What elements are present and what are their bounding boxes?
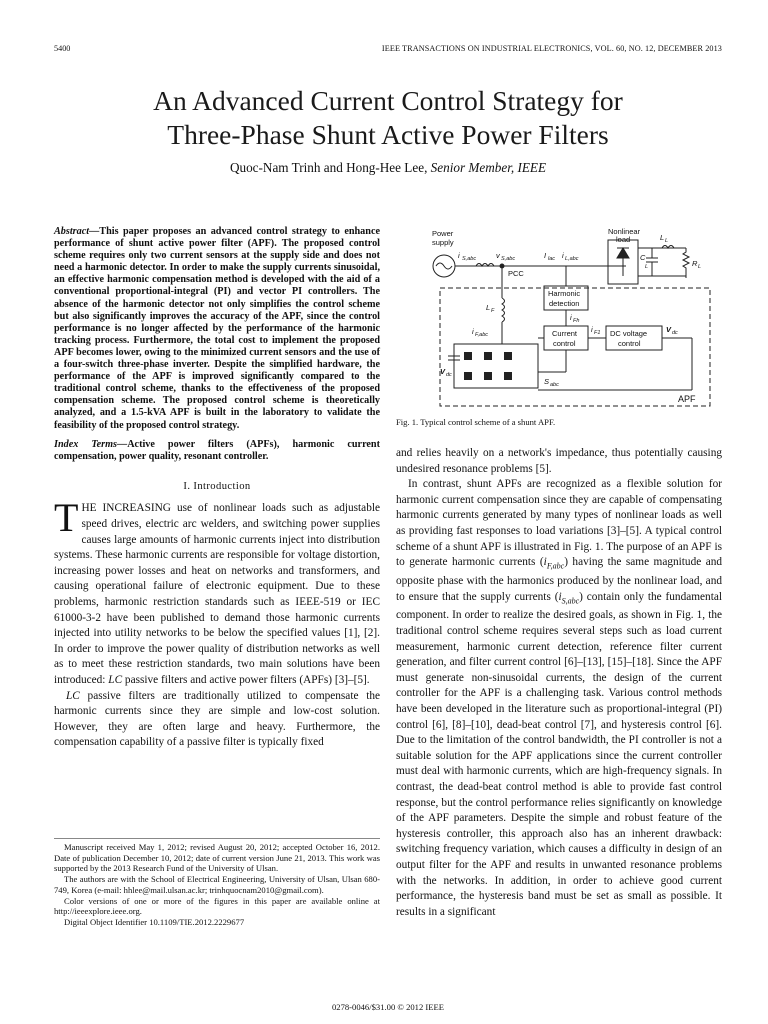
label-sabc-sub: abc [550, 382, 559, 388]
right-text-c: ) contain only the fundamental component. In order to realize the desired goals, as shown in Fig. 1, the traditional control scheme requires several steps such as load current measurement, harmonic current detection, reference filter current generation, and filter current control [6]–[13], [15]–[18]. Since the APF must generate non-sinusoidal currents, the design of the current controller for the APF is a challenging task. Various control methods have been developed in the literature such as proportional-integral (PI) control [6], [8]–[10], dead-beat control [7], and hysteresis control [6]. Due to the limitation of the control bandwidth, the PI controller is not a suitable solution for the APF applications since the current controller must deal with harmonic currents, which are high-frequency signals. In contrast, the dead-beat control method is able to provide fast control response, but the control performance relies significantly on knowledge of the APF parameters. Despite the simple and robust feature of the hysteresis controller, this approach also has an inherent drawback: switching frequency variation, which causes a difficulty in design of an output filter for the APF and results in unwanted resonance problems with the networks. In addition, in order to achieve good current performance, the hysteresis band must be set as small as possible. It results in a significant [396, 590, 722, 918]
intro-text-c: passive filters are traditionally utilized to compensate the harmonic currents since they are simple and low-cost solution. However, they are often large and heavy. Furthermore, the compensation capability of a passive filter is typically fixed [54, 689, 380, 749]
footnote-color: Color versions of one or more of the figures in this paper are available online at http://ieeexplore.ieee.org. [54, 895, 380, 917]
label-power-supply-1: Power [432, 229, 454, 238]
author-role: Senior Member, IEEE [430, 160, 547, 175]
apf-schematic [396, 226, 722, 412]
index-terms [54, 439, 380, 463]
diode-icon [617, 248, 629, 258]
math-is-sub: S,abc [561, 595, 580, 605]
intro-text-b: passive filters and active power filters (APFs) [3]–[5]. [122, 673, 370, 686]
index-terms-text: Active power filters (APFs), harmonic current compensation, power quality, resonant controller. [54, 438, 380, 462]
label-harmonic-1: Harmonic [548, 289, 581, 298]
math-lc-2: LC [66, 689, 80, 702]
switch-6 [504, 372, 512, 380]
drop-cap: T [54, 495, 79, 541]
title-line-2: Three-Phase Shunt Active Power Filters [167, 119, 609, 150]
label-nonlinear-2: load [616, 235, 631, 244]
label-cl: C [640, 253, 646, 262]
label-ifh: i [570, 313, 572, 322]
footnote-affiliation: The authors are with the School of Electrical Engineering, University of Ulsan, Ulsan 680-749, Korea (e-mail: hhlee@mail.ulsan.ac.kr; trinhquocnam2010@gmail.com). [54, 874, 380, 895]
filter-inductor-icon [502, 298, 505, 322]
label-apf: APF [678, 394, 696, 404]
abstract-text: This paper proposes an advanced control strategy to enhance performance of shunt active power filter (APF). The proposed control scheme requires only two current sensors at the supply side and does not need a harmonic detector. In order to make the supply currents sinusoidal, an effective harmonic compensation method is developed with the aid of a conventional proportional-integral (PI) and vector PI controllers. The absence of the harmonic detector not only simplifies the control scheme but also significantly improves the accuracy of the APF, since the control performance is no longer affected by the performance of the harmonic tracking process. Furthermore, the total cost to implement the proposed APF becomes lower, owing to the minimized current sensors and the use of a four-switch three-phase inverter. Despite the simplified hardware, the performance of the APF is improved significantly compared to the traditional control scheme, thanks to the effectiveness of the proposed compensation scheme. The proposed control scheme is theoretically analyzed, and a 1.5-kVA APF is built in the laboratory to validate the feasibility of the proposed control strategy. [54, 226, 380, 431]
abstract-lead: Abstract— [54, 226, 100, 237]
footnote-doi: Digital Object Identifier 10.1109/TIE.2012.2229677 [64, 916, 245, 927]
label-vdc-left: V [440, 367, 446, 376]
intro-paragraph-1 [54, 495, 380, 688]
intro-paragraph-2 [54, 689, 380, 751]
section-heading-introduction: I. Introduction [183, 480, 251, 492]
inverter-block [454, 344, 538, 388]
switch-2 [484, 352, 492, 360]
right-paragraph-1: and relies heavily on a network's impedance, thus potentially causing undesired resonance problems [5]. [396, 447, 722, 475]
label-rl: R [692, 259, 698, 268]
math-if: i [543, 556, 547, 569]
author-names: Quoc-Nam Trinh and Hong-Hee Lee, [229, 160, 428, 175]
switch-4 [464, 372, 472, 380]
switch-3 [504, 352, 512, 360]
label-if1-sub: F1 [594, 330, 601, 336]
resistor-icon [683, 248, 689, 278]
author-line [54, 160, 722, 176]
journal-name: IEEE TRANSACTIONS ON INDUSTRIAL ELECTRONICS, VOL. 60, NO. 12, DECEMBER 2013 [381, 44, 722, 53]
label-is-sub: S,abc [462, 256, 477, 262]
footnote-manuscript: Manuscript received May 1, 2012; revised August 20, 2012; accepted October 16, 2012. Date of publication December 10, 2012; date of current version June 21, 2013. This work was supported by the 2013 Research Fund of the University of Ulsan. [54, 842, 380, 874]
label-vdc-right: V [666, 325, 672, 334]
sine-wave-icon [436, 263, 452, 269]
running-header [54, 44, 722, 58]
label-vs: v [496, 251, 500, 260]
label-dcv-1: DC voltage [610, 329, 648, 338]
label-vdc-right-sub: dc [672, 330, 678, 336]
label-rl-sub: L [698, 264, 702, 270]
page-number: 5400 [54, 44, 71, 53]
label-is: i [458, 251, 460, 260]
label-sabc: S [544, 377, 550, 386]
figure-caption: Fig. 1. Typical control scheme of a shunt APF. [396, 417, 556, 427]
label-power-supply-2: supply [432, 238, 454, 247]
paper-title [54, 84, 722, 152]
label-ilac-sub: lac [548, 256, 556, 262]
label-pcc: PCC [508, 269, 524, 278]
math-if-sub: F,abc [546, 561, 565, 571]
label-if1: i [591, 325, 593, 334]
footnote [54, 838, 380, 928]
label-current-control-2: control [553, 339, 576, 348]
label-current-control-1: Current [552, 329, 578, 338]
label-harmonic-2: detection [549, 299, 580, 308]
label-il-sub: L,abc [565, 256, 579, 262]
intro-first-words: HE INCREASING [81, 502, 171, 515]
label-if-sub: F,abc [475, 332, 489, 338]
label-cl-sub: L [645, 264, 649, 270]
label-lf: L [486, 303, 491, 312]
index-terms-lead: Index Terms— [54, 438, 128, 450]
figure-1 [396, 226, 722, 412]
intro-text-a: use of nonlinear loads such as adjustable speed drives, electric arc welders, and switching power supplies causes large amounts of harmonic currents inject into distribution systems. These harmonic currents are responsible for voltage distortion, increasing power losses and heat on networks and transformers, and causing operational failure of electronic equipment. Due to these problems, harmonic restriction standards such as IEEE-519 or IEC 61000-3-2 have been published to demand those harmonic currents injected into utility networks to be below the specified values [1], [2]. In order to improve the power quality of distribution networks as well as to meet these restriction standards, two main solutions have been introduced: [54, 502, 380, 686]
label-lf-sub: F [491, 308, 495, 314]
label-vdc-left-sub: dc [446, 372, 452, 378]
copyright-footer: 0278-0046/$31.00 © 2012 IEEE [331, 1002, 445, 1012]
label-if: i [472, 327, 474, 336]
right-paragraph-2 [396, 477, 722, 920]
label-nonlinear-1: Nonlinear [608, 227, 641, 236]
left-column [54, 226, 380, 751]
title-line-1: An Advanced Current Control Strategy for [153, 85, 623, 116]
right-text-a: In contrast, shunt APFs are recognized as a flexible solution for harmonic current compensation since they are capable of compensating harmonic currents generated by many types of nonlinear loads as well as providing fast responses to load variations [3]–[5]. A typical control scheme of a shunt APF is illustrated in Fig. 1. The purpose of an APF is to generate harmonic currents ( [396, 478, 722, 569]
right-text-b: ) having the same magnitude and opposite phase with the harmonics produced by the nonlinear load, and to ensure that the supply currents ( [396, 556, 723, 603]
label-ilac: I [544, 251, 547, 260]
switch-5 [484, 372, 492, 380]
abstract [54, 226, 380, 432]
math-is: i [558, 590, 562, 603]
label-ll-sub: L [665, 238, 669, 244]
label-dcv-2: control [618, 339, 641, 348]
label-il: i [562, 251, 564, 260]
label-vs-sub: S,abc [501, 256, 516, 262]
label-ifh-sub: Fh [573, 318, 580, 324]
math-lc: LC [108, 673, 123, 686]
switch-1 [464, 352, 472, 360]
right-column [396, 446, 722, 920]
label-ll: L [660, 233, 665, 242]
